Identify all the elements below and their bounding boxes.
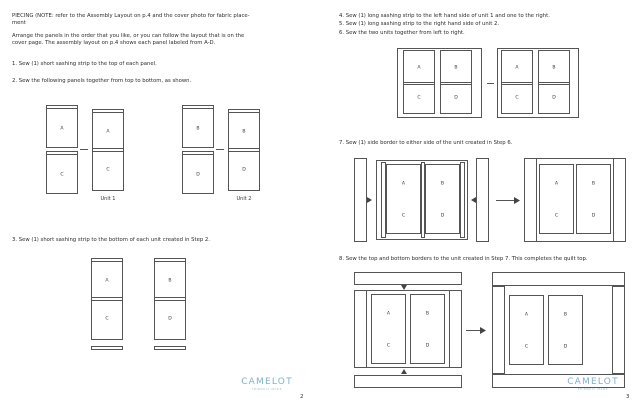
- panel-label: B: [591, 181, 596, 187]
- side-border-left: [492, 286, 505, 374]
- panel-label: B: [168, 278, 172, 284]
- column-ac: [386, 164, 421, 234]
- side-border-right: [476, 158, 489, 242]
- panel-label: A: [524, 312, 529, 318]
- sashing-strip: [46, 151, 78, 155]
- panel-label: D: [425, 343, 430, 349]
- step-1-text: 1. Sew (1) short sashing strip to the top of each panel.: [12, 61, 157, 67]
- panel-label: A: [554, 181, 559, 187]
- panel-label: B: [454, 65, 458, 71]
- dash: [487, 83, 494, 84]
- intro-line-3: Arrange the panels in the order that you like, or you can follow the layout that is on the: [12, 33, 245, 39]
- sashing-strip: [228, 148, 260, 152]
- panel-label: C: [106, 167, 110, 173]
- page-3: [320, 0, 639, 413]
- panel-label: C: [554, 213, 559, 219]
- sashing-strip: [440, 82, 472, 85]
- sashing-strip: [501, 82, 533, 85]
- sashing-strip: [91, 297, 123, 301]
- sashing-strip: [92, 109, 124, 113]
- panel-label: A: [60, 126, 64, 132]
- side-border-left: [354, 158, 367, 242]
- logo-tagline: FRIENDLY MADE: [251, 387, 283, 391]
- sashing-strip: [228, 109, 260, 113]
- panel-label: C: [401, 213, 406, 219]
- panel-label: D: [454, 95, 458, 100]
- process-arrow-line: [496, 200, 516, 201]
- panel-label: B: [196, 126, 200, 132]
- long-sashing: [460, 162, 465, 238]
- panel-label: B: [242, 129, 246, 135]
- side-border-right: [613, 158, 626, 242]
- equals-dash: [80, 149, 88, 150]
- step-4-text: 4. Sew (1) long sashing strip to the left hand side of unit 1 and one to the right.: [339, 13, 550, 19]
- side-border-left: [524, 158, 537, 242]
- side-border-right: [612, 286, 625, 374]
- intro-line-2: ment: [12, 20, 26, 26]
- panel-label: D: [563, 344, 568, 350]
- panel-label: D: [242, 167, 246, 173]
- panel-label: C: [524, 344, 529, 350]
- panel-label: D: [552, 95, 556, 100]
- panel-d-loose: [182, 151, 214, 194]
- panel-b-loose: [182, 105, 214, 148]
- panel-label: D: [196, 172, 200, 178]
- logo-name: CAMELOT: [241, 377, 293, 387]
- panel-label: B: [563, 312, 568, 318]
- arrow-right-icon: [514, 197, 520, 204]
- column-ac: [371, 294, 406, 364]
- panel-label: A: [417, 65, 421, 71]
- panel-label: C: [60, 172, 64, 178]
- sashing-strip: [154, 297, 186, 301]
- step-7-text: 7. Sew (1) side border to either side of the unit created in Step 6.: [339, 140, 513, 146]
- step-3-text: 3. Sew (1) short sashing strip to the bottom of each unit created in Step 2.: [12, 237, 210, 243]
- sashing-strip: [92, 148, 124, 152]
- bottom-sashing-strip: [154, 346, 186, 350]
- side-border-left: [354, 290, 367, 368]
- sashing-strip: [182, 151, 214, 155]
- top-border: [354, 272, 462, 285]
- equals-dash: [216, 149, 224, 150]
- panel-label: B: [552, 65, 556, 71]
- logo-tagline: FRIENDLY MADE: [577, 387, 609, 391]
- page-number: 3: [626, 394, 630, 400]
- top-border: [492, 272, 625, 286]
- bottom-border: [354, 375, 462, 388]
- bottom-sashing-strip: [91, 346, 123, 350]
- arrow-right-icon: [480, 327, 486, 334]
- column-bd: [425, 164, 460, 234]
- page-2: [0, 0, 319, 413]
- sashing-strip: [538, 82, 570, 85]
- camelot-logo: [232, 377, 302, 391]
- panel-label: D: [440, 213, 445, 219]
- intro-line-4: cover page. The assembly layout on p.4 shows each panel labeled from A-D.: [12, 40, 216, 46]
- side-border-right: [449, 290, 462, 368]
- arrow-up-icon: [401, 369, 407, 374]
- panel-label: C: [105, 316, 109, 322]
- panel-c-loose: [46, 151, 78, 194]
- panel-label: B: [440, 181, 445, 187]
- sashing-strip: [91, 258, 123, 262]
- panel-label: C: [417, 95, 421, 100]
- page-number: 2: [300, 394, 304, 400]
- step-5-text: 5. Sew (1) long sashing strip to the right hand side of unit 2.: [339, 21, 500, 27]
- unit-2-caption: Unit 2: [236, 196, 252, 202]
- panel-label: B: [425, 311, 430, 317]
- column-ac: [509, 295, 544, 365]
- panel-label: A: [105, 278, 109, 284]
- sashing-strip: [403, 82, 435, 85]
- panel-a-loose: [46, 105, 78, 148]
- panel-label: A: [386, 311, 391, 317]
- camelot-logo: [558, 377, 628, 391]
- panel-label: D: [591, 213, 596, 219]
- sashing-strip: [182, 105, 214, 109]
- intro-line-1: PIECING (NOTE: refer to the Assembly Layout on p.4 and the cover photo for fabric place-: [12, 13, 250, 19]
- sashing-strip: [154, 258, 186, 262]
- panel-label: D: [168, 316, 172, 322]
- sashing-strip: [46, 105, 78, 109]
- panel-label: A: [515, 65, 519, 71]
- column-bd: [410, 294, 445, 364]
- column-ac: [539, 164, 574, 234]
- column-bd: [576, 164, 611, 234]
- panel-label: C: [386, 343, 391, 349]
- logo-name: CAMELOT: [567, 377, 619, 387]
- unit-1-caption: Unit 1: [100, 196, 116, 202]
- panel-label: A: [106, 129, 110, 135]
- panel-label: A: [401, 181, 406, 187]
- arrow-right-icon: [367, 197, 373, 203]
- step-2-text: 2. Sew the following panels together from top to bottom, as shown.: [12, 78, 192, 84]
- step-6-text: 6. Sew the two units together from left to right.: [339, 30, 465, 36]
- column-bd: [548, 295, 583, 365]
- step-8-text: 8. Sew the top and bottom borders to the unit created in Step 7. This completes the quilt top.: [339, 256, 588, 262]
- panel-label: C: [515, 95, 519, 100]
